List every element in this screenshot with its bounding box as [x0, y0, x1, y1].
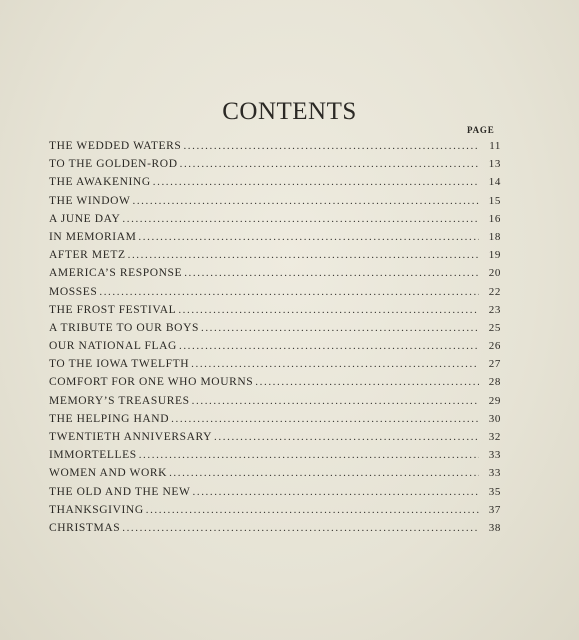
toc-entry: [49, 267, 501, 285]
toc-entry: [49, 213, 501, 231]
dot-leader: [153, 176, 479, 188]
toc-entry-page-number: 33: [488, 449, 501, 462]
dot-leader: [139, 449, 479, 461]
toc-entry-page-number: 20: [488, 267, 501, 280]
toc-entry: [49, 358, 501, 376]
toc-entry-title: WOMEN AND WORK: [49, 467, 168, 480]
toc-entry-title: THANKSGIVING: [49, 503, 144, 516]
toc-entry-page-number: 18: [488, 230, 501, 243]
toc-entry: [49, 376, 501, 394]
toc-entry: [49, 158, 501, 176]
toc-entry: [49, 431, 501, 449]
toc-entry: [49, 467, 501, 485]
toc-entry-title: IMMORTELLES: [49, 449, 137, 462]
toc-entry-title: TWENTIETH ANNIVERSARY: [49, 431, 213, 443]
toc-entry-page-number: 11: [489, 140, 501, 152]
toc-entry-page-number: 28: [488, 376, 501, 389]
toc-entry: [49, 322, 501, 340]
toc-entry: [49, 395, 501, 413]
toc-entry: [49, 340, 501, 358]
toc-entry: [49, 504, 501, 522]
dot-leader: [169, 467, 479, 479]
toc-entry-page-number: 30: [488, 412, 501, 425]
toc-entry-page-number: 19: [488, 249, 501, 262]
dot-leader: [193, 486, 480, 498]
toc-entry-title: CHRISTMAS: [49, 521, 121, 534]
toc-entry-title: IN MEMORIAM: [49, 230, 137, 243]
toc-entry-title: THE WINDOW: [49, 194, 131, 207]
dot-leader: [99, 286, 479, 298]
dot-leader: [183, 140, 479, 152]
toc-entry: [49, 249, 501, 267]
dot-leader: [214, 431, 479, 443]
toc-entry: [49, 304, 501, 322]
toc-entry-page-number: 32: [488, 431, 501, 443]
dot-leader: [178, 304, 479, 316]
toc-entry-page-number: 35: [488, 485, 501, 498]
toc-entry: [49, 522, 501, 540]
dot-leader: [201, 322, 479, 334]
toc-entry: [49, 449, 501, 467]
toc-entry: [49, 231, 501, 249]
toc-entry-page-number: 26: [488, 340, 501, 353]
dot-leader: [184, 267, 479, 279]
toc-entry-title: TO THE IOWA TWELFTH: [49, 358, 190, 371]
toc-entry-title: THE OLD AND THE NEW: [49, 485, 191, 498]
toc-entry-title: THE WEDDED WATERS: [49, 140, 182, 152]
toc-entry-page-number: 15: [488, 194, 501, 207]
toc-entry-page-number: 33: [488, 467, 501, 480]
dot-leader: [179, 340, 479, 352]
toc-entry-title: OUR NATIONAL FLAG: [49, 340, 177, 353]
dot-leader: [138, 231, 479, 243]
page-column-label: PAGE: [467, 125, 495, 135]
toc-entry-page-number: 25: [488, 321, 501, 334]
toc-entry-page-number: 13: [488, 158, 501, 171]
toc-entry-page-number: 14: [488, 176, 501, 189]
toc-entry: [49, 413, 501, 431]
toc-entry-page-number: 16: [488, 212, 501, 225]
toc-entry-title: A JUNE DAY: [49, 212, 121, 225]
toc-entry: [49, 486, 501, 504]
dot-leader: [180, 158, 479, 170]
toc-entry-title: MOSSES: [49, 285, 98, 298]
toc-entry-title: THE AWAKENING: [49, 176, 151, 189]
toc-entry-title: COMFORT FOR ONE WHO MOURNS: [49, 376, 254, 389]
toc-entry-title: THE HELPING HAND: [49, 412, 170, 425]
toc-entry-page-number: 29: [488, 394, 501, 407]
toc-entry-title: TO THE GOLDEN-ROD: [49, 158, 178, 171]
toc-entry: [49, 140, 501, 158]
dot-leader: [132, 195, 479, 207]
dot-leader: [128, 249, 479, 261]
dot-leader: [122, 522, 479, 534]
toc-entry-page-number: 38: [488, 521, 501, 534]
dot-leader: [122, 213, 479, 225]
toc-entry-page-number: 23: [488, 303, 501, 316]
toc-entry-title: A TRIBUTE TO OUR BOYS: [49, 321, 199, 334]
toc-entry-title: AFTER METZ: [49, 249, 126, 262]
toc-entry-title: THE FROST FESTIVAL: [49, 303, 177, 316]
dot-leader: [191, 358, 479, 370]
toc-entry-page-number: 37: [488, 503, 501, 516]
toc-entry: [49, 195, 501, 213]
toc-entry: [49, 176, 501, 194]
toc-entry: [49, 286, 501, 304]
dot-leader: [255, 376, 479, 388]
dot-leader: [171, 413, 479, 425]
dot-leader: [146, 504, 479, 516]
toc-entry-title: MEMORY’S TREASURES: [49, 394, 190, 407]
table-of-contents: [49, 140, 501, 540]
page-title: CONTENTS: [222, 98, 357, 125]
toc-entry-page-number: 22: [488, 285, 501, 298]
toc-entry-page-number: 27: [488, 358, 501, 371]
dot-leader: [192, 395, 479, 407]
toc-entry-title: AMERICA’S RESPONSE: [49, 267, 183, 280]
